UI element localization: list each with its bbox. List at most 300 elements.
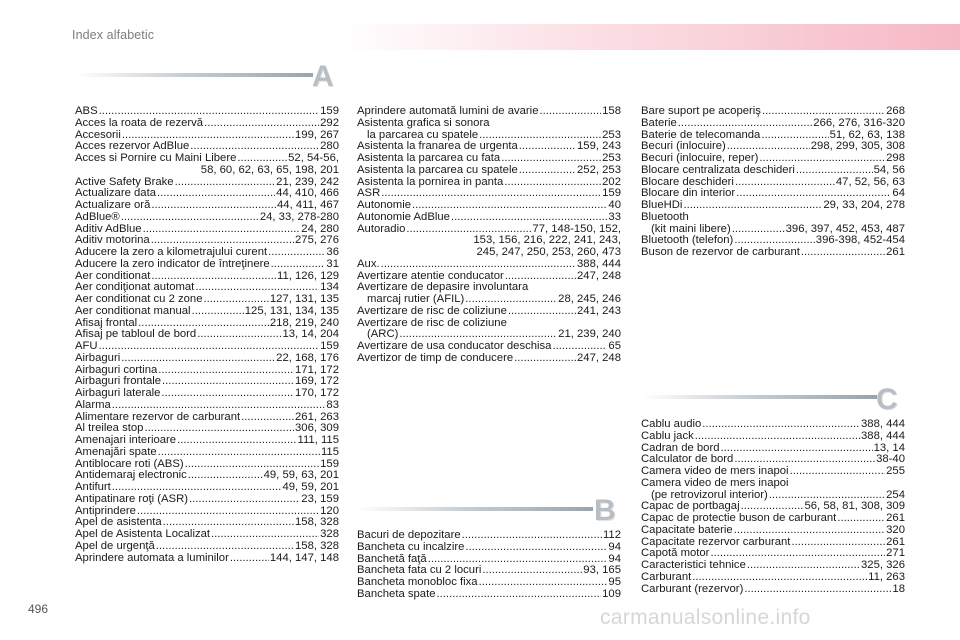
index-term: Blocare centralizata deschideri (641, 163, 795, 176)
leader-dots (695, 431, 860, 443)
page-reference: 247, 248 (577, 269, 621, 282)
index-entry (641, 431, 905, 443)
index-term: ASR (357, 187, 381, 200)
index-entry (357, 165, 621, 177)
index-entry (641, 572, 905, 584)
page-reference: 33 (608, 210, 621, 223)
index-term: Carburant (641, 570, 692, 583)
leader-dots (156, 541, 294, 553)
leader-dots (204, 118, 319, 130)
index-term: Afisaj frontal (75, 316, 138, 329)
leader-dots (721, 443, 873, 455)
leader-dots (508, 306, 576, 318)
page-reference: 261 (886, 246, 905, 258)
index-entry-heading: Asistenta grafica si sonora (357, 116, 490, 129)
section-c-band (641, 395, 877, 399)
index-term: Avertizor de timp de conducere (357, 351, 514, 364)
index-term: Avertizare de risc de coliziune (357, 304, 507, 317)
index-term: Active Safety Brake (75, 175, 174, 188)
index-term: Aditiv AdBlue (75, 222, 142, 235)
leader-dots (796, 165, 873, 177)
index-entry (357, 106, 621, 118)
index-entry (641, 419, 905, 431)
watermark-text: carmanualsonline.info (600, 606, 811, 629)
index-term: Antiblocare roti (ABS) (75, 457, 184, 470)
page-reference: 95 (608, 576, 621, 588)
page-reference: 298, 299, 305, 308 (810, 140, 905, 153)
page-reference: 24, 280 (301, 222, 339, 235)
index-term: Actualizare data (75, 187, 157, 200)
leader-dots (801, 247, 885, 259)
page-reference: 159 (320, 340, 339, 352)
page-reference: 21, 239, 242 (276, 175, 339, 188)
index-entry (75, 153, 339, 177)
leader-dots (158, 447, 320, 459)
leader-dots (112, 482, 282, 494)
page-reference: 40 (608, 199, 621, 211)
index-term: Becuri (inlocuire) (641, 140, 726, 153)
index-entry (357, 341, 621, 353)
index-entry (641, 200, 905, 212)
index-term: Bancheta cu incalzire (357, 540, 465, 553)
leader-dots (791, 537, 885, 549)
index-entry (357, 212, 621, 224)
leader-dots (734, 525, 885, 537)
leader-dots (465, 294, 557, 306)
leader-dots (271, 259, 326, 271)
page-reference: 199, 267 (295, 128, 339, 141)
index-term: Afisaj pe tabloul de bord (75, 328, 197, 341)
page-number: 496 (28, 602, 49, 616)
index-term: Capac de protectie buson de carburant (641, 512, 837, 524)
page-reference: 202 (602, 175, 621, 188)
page-reference: 109 (602, 587, 621, 600)
leader-dots (451, 212, 607, 224)
index-entry (75, 341, 339, 353)
page-reference: 271 (886, 547, 905, 560)
leader-dots (157, 188, 275, 200)
index-entry (75, 118, 339, 130)
page-reference: 31 (326, 257, 339, 270)
index-column-c (641, 106, 905, 259)
leader-dots (747, 560, 860, 572)
page-reference: 24, 33, 278-280 (259, 210, 339, 223)
page-reference: 253 (602, 128, 621, 141)
index-entry (75, 435, 339, 447)
index-term: Blocare deschideri (641, 175, 734, 188)
page-reference: 23, 159 (301, 492, 339, 505)
page-reference: 94 (608, 540, 621, 553)
index-entry (641, 247, 905, 259)
leader-dots (837, 513, 885, 525)
page-reference: 54, 56 (873, 163, 905, 176)
leader-dots (137, 506, 319, 518)
page-reference: 320 (886, 523, 905, 536)
index-entry (641, 165, 905, 177)
page-reference: 125, 131, 134, 135 (244, 304, 339, 317)
index-term: Cablu audio (641, 418, 702, 430)
leader-dots (465, 542, 607, 554)
page-reference: 11, 263 (868, 570, 905, 583)
leader-dots (479, 577, 608, 589)
index-term: Capacitate rezervor carburant (641, 535, 791, 548)
index-term: Aer conditionat cu 2 zone (75, 293, 203, 305)
page-reference: 22, 168, 176 (276, 351, 339, 364)
page-reference: 83 (326, 398, 339, 411)
index-term: Accesorii (75, 128, 121, 141)
leader-dots (462, 530, 602, 542)
index-term: Actualizare oră (75, 199, 151, 211)
page-reference: 159 (320, 105, 339, 117)
page-reference: 18 (892, 582, 905, 595)
leader-dots (678, 118, 812, 130)
index-term: Avertizare de usa conducator deschisa (357, 340, 552, 352)
index-entry (75, 388, 339, 400)
leader-dots (482, 565, 582, 577)
index-term: Baterie (641, 116, 677, 129)
leader-dots (683, 200, 822, 212)
index-entry (357, 224, 621, 259)
index-term: Autoradio (357, 222, 406, 235)
leader-dots (192, 306, 244, 318)
index-entry-heading: Avertizare de depasire involuntara (357, 281, 529, 294)
index-term: la parcarea cu spatele (367, 128, 479, 141)
page-reference: 396-398, 452-454 (815, 234, 905, 247)
page-reference: 253 (602, 152, 621, 164)
page-reference: 255 (886, 465, 905, 477)
leader-dots (188, 470, 263, 482)
page-reference: 115 (320, 445, 339, 458)
page-reference: 49, 59, 63, 201 (263, 469, 339, 482)
index-term: Acces rezervor AdBlue (75, 140, 190, 153)
page-reference-continuation: 58, 60, 62, 63, 65, 198, 201 (200, 163, 339, 176)
index-entry-heading: Bluetooth (641, 210, 689, 223)
index-entry (75, 400, 339, 412)
index-term: Avertizare atentie conducator (357, 269, 504, 282)
page-reference: 169, 172 (295, 375, 339, 388)
leader-dots (175, 177, 276, 189)
page-reference: 134 (320, 281, 339, 294)
index-term: Bluetooth (telefon) (641, 234, 734, 247)
leader-dots (504, 177, 601, 189)
index-term: Calculator de bord (641, 453, 734, 466)
index-term: Bacuri de depozitare (357, 529, 461, 541)
page-reference: 325, 326 (861, 559, 905, 571)
index-term: Caracteristici tehnice (641, 559, 746, 571)
index-entry (641, 584, 905, 596)
index-entry (75, 553, 339, 565)
leader-dots (121, 353, 275, 365)
index-entry (641, 212, 905, 224)
page-reference: 388, 444 (861, 418, 905, 430)
index-term: Antipatinare roţi (ASR) (75, 492, 189, 505)
index-entry (357, 353, 621, 365)
index-term: Apel de urgenţă (75, 539, 155, 552)
leader-dots (552, 341, 607, 353)
index-term: Autonomie (357, 199, 412, 211)
index-entry (641, 513, 905, 525)
page-reference: 218, 219, 240 (269, 316, 339, 329)
page-reference: 261, 263 (295, 410, 339, 423)
index-entry (75, 306, 339, 318)
index-term: Cadran de bord (641, 441, 720, 454)
page-reference: 159 (320, 457, 339, 470)
leader-dots (197, 329, 281, 341)
index-term: AdBlue® (75, 210, 120, 223)
index-entry (357, 153, 621, 165)
page-reference: 56, 58, 81, 308, 309 (804, 500, 905, 513)
index-term: Autonomie AdBlue (357, 210, 450, 223)
page-reference: 292 (320, 116, 339, 129)
page-header-title: Index alfabetic (72, 28, 155, 42)
index-column-c-section (641, 419, 905, 595)
page-reference: 47, 52, 56, 63 (835, 175, 905, 188)
index-term: Asistenta la franarea de urgenta (357, 140, 518, 153)
leader-dots (501, 153, 601, 165)
index-term: Apel de asistenta (75, 516, 162, 529)
index-term: (ARC) (367, 328, 399, 341)
index-term: Bancheta spate (357, 587, 436, 600)
leader-dots (121, 212, 259, 224)
index-entry (357, 259, 621, 271)
index-entry (357, 577, 621, 589)
leader-dots (112, 400, 326, 412)
page-reference: 111, 115 (297, 434, 339, 446)
index-term: Antifurt (75, 481, 111, 493)
index-term: AFU (75, 340, 98, 352)
leader-dots (143, 224, 301, 236)
index-term: Aer condiţionat automat (75, 281, 195, 294)
page-reference: 252, 253 (577, 163, 621, 176)
leader-dots (514, 353, 576, 365)
index-term: Aux. (357, 257, 380, 270)
page-reference-continuation: 245, 247, 250, 253, 260, 473 (476, 246, 621, 258)
index-entry (75, 494, 339, 506)
leader-dots (790, 466, 886, 478)
index-term: Airbaguri frontale (75, 375, 162, 388)
index-term: Airbaguri (75, 351, 121, 364)
index-entry (641, 153, 905, 165)
index-entry (75, 353, 339, 365)
index-term: Aprindere automată lumini de avarie (357, 105, 539, 117)
leader-dots (151, 200, 276, 212)
leader-dots (241, 412, 294, 424)
index-term: Acces si Pornire cu Maini Libere (75, 152, 237, 164)
leader-dots (381, 259, 576, 271)
leader-dots (692, 572, 867, 584)
page-reference: 298 (886, 152, 905, 164)
leader-dots (735, 177, 835, 189)
index-term: Aducere la zero a kilometrajului curent (75, 246, 268, 258)
index-term: Carburant (rezervor) (641, 582, 744, 595)
index-column-b-section (357, 530, 621, 601)
leader-dots (177, 435, 296, 447)
index-term: Alimentare rezervor de carburant (75, 410, 241, 423)
leader-dots (744, 584, 891, 596)
index-entry (641, 118, 905, 130)
index-entry (75, 200, 339, 212)
index-entry (75, 247, 339, 259)
index-entry (357, 589, 621, 601)
index-term: Capac de portbagaj (641, 500, 740, 513)
index-entry (357, 177, 621, 189)
page-reference: 38-40 (876, 453, 905, 466)
index-entry (641, 478, 905, 490)
leader-dots (759, 153, 885, 165)
page-reference: 159 (602, 187, 621, 200)
page-reference: 93, 165 (583, 564, 621, 577)
section-b-letter: B (594, 494, 616, 527)
page-reference: 65 (608, 340, 621, 352)
leader-dots (162, 376, 294, 388)
index-entry-heading: Camera video de mers inapoi (641, 476, 789, 489)
leader-dots (211, 529, 319, 541)
section-b-band (357, 507, 593, 511)
index-term: Asistenta la parcarea cu fata (357, 152, 501, 164)
index-term: Asistenta la parcarea cu spatele (357, 163, 518, 176)
index-term: Amenajari interioare (75, 434, 177, 446)
index-entry (75, 106, 339, 118)
leader-dots (99, 341, 320, 353)
page-reference: 77, 148-150, 152, (532, 222, 621, 235)
leader-dots (539, 106, 601, 118)
leader-dots (237, 153, 287, 165)
index-term: Aducere la zero indicator de întreţinere (75, 257, 270, 270)
index-term: Baterie de telecomanda (641, 128, 761, 141)
page-reference: 261 (886, 535, 905, 548)
page-reference: 306, 309 (295, 422, 339, 435)
leader-dots (381, 188, 601, 200)
index-term: Cablu jack (641, 429, 694, 442)
leader-dots (762, 106, 885, 118)
page-reference: 44, 410, 466 (276, 187, 339, 200)
leader-dots (230, 553, 269, 565)
index-term: Acces la roata de rezervă (75, 116, 204, 129)
index-term: Bancheta monobloc fixa (357, 576, 478, 588)
index-term: Capacitate baterie (641, 523, 733, 536)
index-entry (641, 466, 905, 478)
index-term: Aprindere automata a luminilor (75, 551, 229, 564)
page-reference: 29, 33, 204, 278 (823, 199, 905, 211)
page-reference: 247, 248 (577, 351, 621, 364)
index-term: Bancheta fata cu 2 locuri (357, 564, 482, 577)
index-term: Al treilea stop (75, 422, 144, 435)
index-term: Aditiv motorina (75, 234, 150, 247)
index-entry (641, 560, 905, 572)
page-reference: 120 (320, 504, 339, 517)
page-reference: 64 (892, 187, 905, 200)
page-reference: 170, 172 (295, 387, 339, 399)
index-entry (75, 294, 339, 306)
index-entry (357, 530, 621, 542)
leader-dots (158, 365, 294, 377)
page-reference: 171, 172 (295, 363, 339, 376)
leader-dots (189, 494, 300, 506)
page-reference: 127, 131, 135 (269, 293, 339, 305)
index-term: Airbaguri laterale (75, 387, 161, 399)
index-term: Becuri (inlocuire, reper) (641, 152, 759, 164)
index-term: Banchetă faţă (357, 552, 427, 565)
page-reference: 112 (602, 529, 621, 541)
index-term: marcaj rutier (AFIL) (367, 293, 465, 305)
leader-dots (204, 294, 269, 306)
page-reference: 396, 397, 452, 453, 487 (785, 222, 905, 235)
index-term: Aer conditionat manual (75, 304, 191, 317)
index-term: Camera video de mers inapoi (641, 465, 789, 477)
section-c-letter: C (876, 383, 898, 416)
leader-dots (519, 165, 576, 177)
page-reference: 268 (886, 105, 905, 117)
page-reference: 21, 239, 240 (558, 328, 621, 341)
page-reference: 44, 411, 467 (277, 199, 339, 211)
leader-dots (437, 589, 602, 601)
index-entry (357, 294, 621, 306)
index-entry (75, 482, 339, 494)
index-term: Apel de Asistenta Localizat (75, 528, 211, 540)
page-reference: 13, 14, 204 (282, 328, 339, 341)
index-entry (357, 542, 621, 554)
page-reference: 158, 328 (295, 516, 339, 529)
leader-dots (702, 419, 860, 431)
index-column-b (357, 106, 621, 365)
index-entry (75, 212, 339, 224)
index-entry (75, 529, 339, 541)
index-entry (641, 106, 905, 118)
index-term: (kit maini libere) (651, 222, 731, 235)
page-reference: 28, 245, 246 (558, 293, 621, 305)
page-reference: 241, 243 (577, 304, 621, 317)
index-term: BlueHDi (641, 199, 683, 211)
index-entry (357, 118, 621, 130)
index-entry (357, 200, 621, 212)
section-a-letter: A (312, 60, 334, 93)
page-reference: 254 (886, 488, 905, 501)
leader-dots (519, 141, 576, 153)
leader-dots (268, 247, 325, 259)
index-entry (357, 306, 621, 318)
page-reference: 280 (320, 140, 339, 153)
index-entry-heading: Avertizare de risc de coliziune (357, 316, 507, 329)
index-entry (641, 525, 905, 537)
page-reference: 158 (602, 105, 621, 117)
section-a-band (75, 73, 313, 77)
index-term: Blocare din interior (641, 187, 736, 200)
index-term: Capotă motor (641, 547, 710, 560)
index-term: Buson de rezervor de carburant (641, 246, 800, 258)
leader-dots (99, 106, 320, 118)
index-term: ABS (75, 105, 98, 117)
page-reference: 159, 243 (577, 140, 621, 153)
index-term: Airbaguri cortina (75, 363, 158, 376)
leader-dots (412, 200, 607, 212)
index-term: (pe retrovizorul interior) (651, 488, 768, 501)
page-reference-continuation: 153, 156, 216, 222, 241, 243, (473, 234, 621, 247)
page-reference: 144, 147, 148 (269, 551, 339, 564)
index-entry (75, 447, 339, 459)
page-reference: 52, 54-56, (288, 152, 339, 164)
index-entry (75, 329, 339, 341)
page-reference: 36 (326, 246, 339, 258)
page-reference: 13, 14 (873, 441, 905, 454)
page-reference: 51, 62, 63, 138 (829, 128, 905, 141)
leader-dots (161, 388, 294, 400)
index-entry (75, 259, 339, 271)
index-term: Asistenta la pornirea in panta (357, 175, 504, 188)
page-reference: 388, 444 (861, 429, 905, 442)
index-term: Alarma (75, 398, 111, 411)
index-term: Aer conditionat (75, 269, 151, 282)
page-reference: 261 (886, 512, 905, 524)
